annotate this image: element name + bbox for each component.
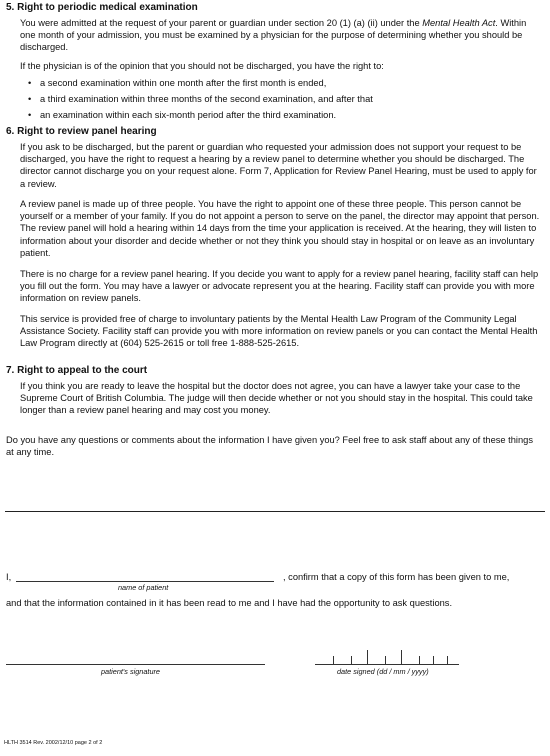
- section-6-paragraph-1: If you ask to be discharged, but the parent or guardian who requested your admission does not support your request to be discharged, you have the right to request a hearing by a review panel to determine whether you should be discharged. The director cannot discharge you on your request alone. Form 7, Application for Review Panel Hearing, must be used to apply for a review.: [20, 142, 537, 189]
- questions-text: Do you have any questions or comments about the information I have given you? Feel free to ask staff about any of these things at any time.: [6, 435, 533, 458]
- confirmation-line-1: I,: [6, 572, 12, 582]
- name-caption: name of patient: [118, 583, 169, 592]
- section-5-heading: 5. Right to periodic medical examination: [6, 2, 198, 13]
- date-tick: [385, 656, 386, 664]
- date-tick: [333, 656, 334, 664]
- patient-signature-field[interactable]: [6, 664, 265, 665]
- section-7-heading: 7. Right to appeal to the court: [6, 365, 148, 376]
- date-tick: [433, 656, 434, 664]
- section-6-heading: 6. Right to review panel hearing: [6, 126, 157, 137]
- form-footer: HLTH 3514 Rev. 2002/12/10 page 2 of 2: [4, 740, 103, 746]
- bullet-item: • a second examination within one month after the first month is ended,: [28, 78, 327, 88]
- date-tick: [419, 656, 420, 664]
- section-6-paragraph-3: There is no charge for a review panel hearing. If you decide you want to apply for a review panel hearing, facility staff can help you fill out the form. You may have a lawyer or advocate represent you at the hearing. Facility staff can provide you with more information on review panels.: [20, 269, 539, 304]
- divider: [5, 511, 545, 512]
- section-5-paragraph-1: You were admitted at the request of your parent or guardian under section 20 (1) (a) (ii) under the Mental Health Act. Within one month of your admission, you must be examined by a physician for the purpose of determining whether you should be discharged.: [20, 18, 527, 53]
- date-tick: [351, 656, 352, 664]
- patient-name-field[interactable]: [16, 581, 274, 582]
- section-6-paragraph-4: This service is provided free of charge to involuntary patients by the Mental Health Law Program of the Community Legal Assistance Society. Facility staff can provide you with more information on review panels or you can contact the Mental Health Law Program directly at (604) 525-2615 or toll free 1-888-525-2615.: [20, 314, 538, 349]
- section-5-paragraph-2: If the physician is of the opinion that you should not be discharged, you have the right to:: [20, 61, 384, 71]
- confirmation-suffix: , confirm that a copy of this form has been given to me,: [283, 572, 510, 582]
- confirmation-line-2: and that the information contained in it has been read to me and I have had the opportunity to ask questions.: [6, 598, 453, 608]
- signature-caption: patient's signature: [101, 667, 160, 676]
- date-tick: [447, 656, 448, 664]
- bullet-item: • a third examination within three months of the second examination, and after that: [28, 94, 373, 104]
- date-caption: date signed (dd / mm / yyyy): [337, 667, 429, 676]
- date-separator-tick: [367, 650, 368, 664]
- date-line: [315, 664, 459, 665]
- section-7-paragraph-1: If you think you are ready to leave the hospital but the doctor does not agree, you can have a lawyer take your case to the Supreme Court of British Columbia. The judge will then decide whether or not you should stay in the hospital. This could take longer than a review panel hearing and may cost you money.: [20, 381, 533, 416]
- section-6-paragraph-2: A review panel is made up of three people. You have the right to appoint one of these three people. This person cannot be yourself or a member of your family. If you do not appoint a person to serve on the panel, the director may appoint that person. The review panel will hold a hearing within 14 days from the time your application is received. At the hearing, they will listen to information about your disorder and decide whether or not they think you should stay in hospital or on leave as an involuntary patient.: [20, 199, 540, 258]
- date-separator-tick: [401, 650, 402, 664]
- bullet-item: • an examination within each six-month period after the third examination.: [28, 110, 337, 120]
